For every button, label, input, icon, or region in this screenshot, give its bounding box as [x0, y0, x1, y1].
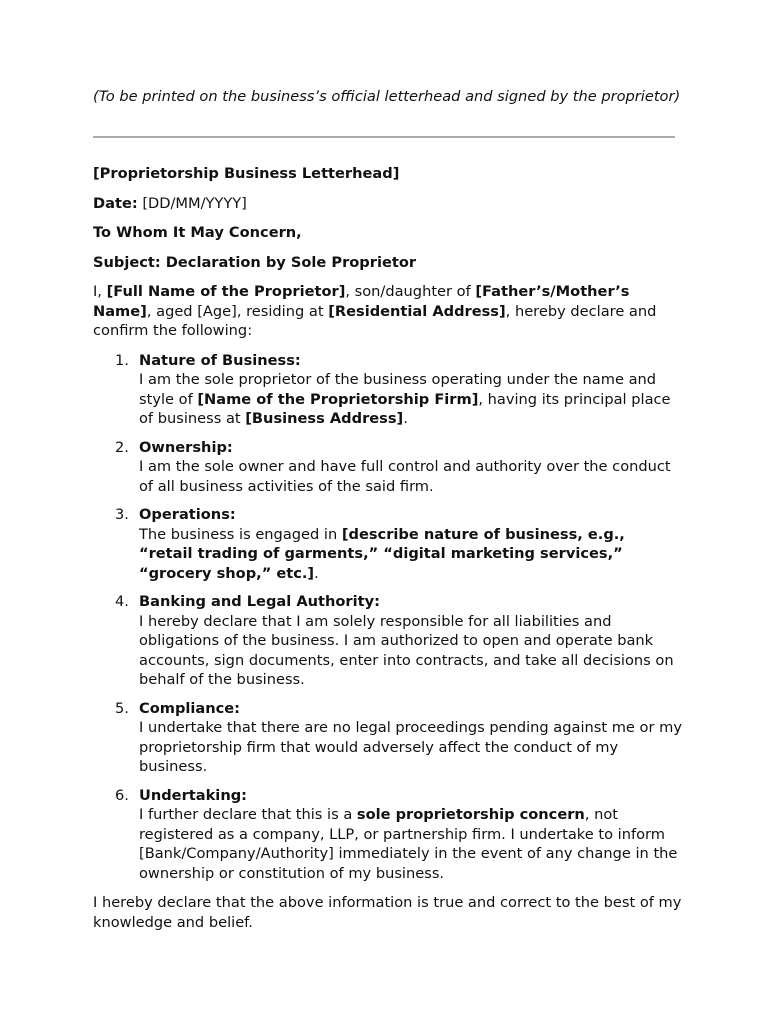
item-number: 1.: [115, 351, 129, 369]
intro-text: , son/daughter of: [345, 283, 476, 300]
date-line: [93, 194, 683, 214]
item-text: I hereby declare that I am solely responsible for all liabilities and obligations of the business. I am authorized to open and operate bank accounts, sign documents, enter into contracts, and take all decisions on behalf of the business.: [139, 612, 674, 688]
salutation: To Whom It May Concern,: [93, 224, 302, 241]
printing-instruction-note: (To be printed on the business’s official letterhead and signed by the proprietor): [93, 88, 681, 105]
residential-address-placeholder: [Residential Address]: [328, 302, 506, 320]
list-item: [93, 699, 683, 777]
intro-text: I,: [93, 283, 107, 300]
item-text: I am the sole owner and have full control and authority over the conduct of all business activities of the said firm.: [139, 458, 671, 495]
intro-paragraph: [93, 282, 683, 341]
item-text: The business is engaged in: [139, 525, 342, 543]
date-label: Date:: [93, 194, 138, 212]
item-text: I further declare that this is a: [139, 806, 357, 823]
firm-name-placeholder: [Name of the Proprietorship Firm]: [197, 390, 479, 408]
intro-text: , hereby declare and confirm the following:: [93, 302, 657, 339]
concern-type-emphasis: sole proprietorship concern: [356, 806, 585, 823]
item-text: .: [403, 410, 408, 427]
parent-name-placeholder: [Father’s/Mother’s Name]: [93, 283, 630, 320]
horizontal-divider: [93, 136, 675, 138]
subject-line: Subject: Declaration by Sole Proprietor: [93, 253, 417, 271]
item-text: .: [314, 564, 319, 582]
letterhead-placeholder: [Proprietorship Business Letterhead]: [93, 165, 400, 182]
item-text: I am the sole proprietor of the business operating under the name and style of: [139, 371, 657, 408]
item-text: , not registered as a company, LLP, or partnership firm. I undertake to inform [Bank/Company/Authority] immediately in the event of any change in the ownership or constitution of my business.: [139, 806, 678, 882]
proprietor-name-placeholder: [Full Name of the Proprietor]: [106, 283, 346, 300]
item-number: 6.: [115, 786, 129, 804]
item-title: Ownership:: [139, 438, 233, 456]
closing-declaration: I hereby declare that the above information is true and correct to the best of my knowledge and belief.: [93, 894, 682, 931]
declaration-list: [93, 351, 683, 884]
item-number: 3.: [115, 506, 129, 523]
item-title: Nature of Business:: [139, 351, 301, 369]
item-number: 5.: [115, 699, 129, 717]
date-value: [DD/MM/YYYY]: [137, 194, 247, 212]
letter-body: [93, 164, 683, 942]
item-number: 2.: [115, 438, 129, 456]
list-item: [93, 351, 683, 429]
list-item: [93, 438, 683, 497]
item-title: Operations:: [139, 506, 236, 523]
item-text: , having its principal place of business at: [139, 390, 671, 427]
item-title: Banking and Legal Authority:: [139, 593, 380, 610]
item-title: Undertaking:: [139, 786, 247, 804]
list-item: [93, 592, 683, 690]
business-nature-placeholder: [describe nature of business, e.g., “retail trading of garments,” “digital marketing services,” “grocery shop,” etc.]: [139, 525, 625, 582]
list-item: [93, 505, 683, 583]
intro-text: , aged [Age], residing at: [146, 302, 329, 320]
item-number: 4.: [115, 593, 129, 610]
business-address-placeholder: [Business Address]: [245, 410, 404, 427]
item-title: Compliance:: [139, 699, 241, 717]
list-item: [93, 786, 683, 884]
item-text: I undertake that there are no legal proceedings pending against me or my proprietorship firm that would adversely affect the conduct of my business.: [139, 719, 682, 775]
